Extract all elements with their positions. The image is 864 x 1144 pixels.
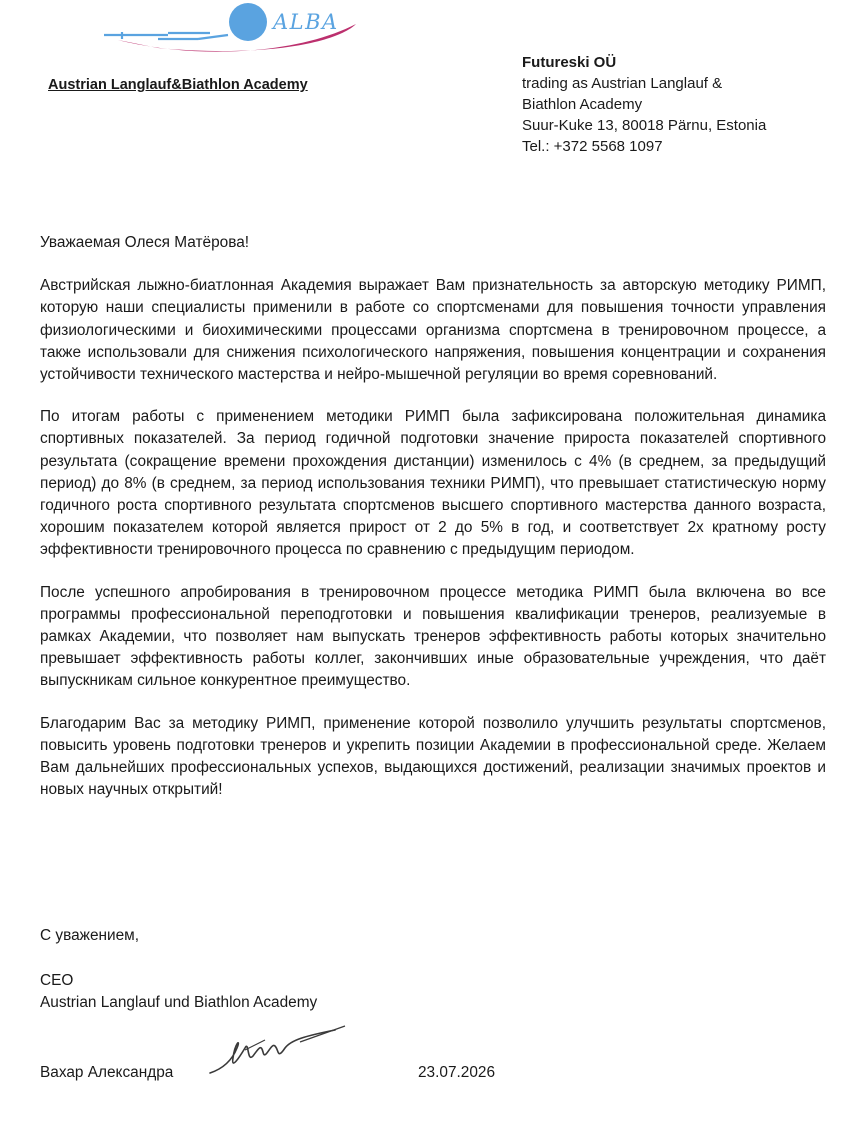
handwritten-signature	[205, 1018, 355, 1088]
paragraph-3: После успешного апробирования в тренировочном процессе методика РИМП была включена во все программы профессиональной переподготовки и повышения квалификации тренеров, реализуемые в рамках Академии, что позволяет нам выпускать тренеров эффективность работы которых значительно превышает эффективность работы коллег, закончивших иные образовательные учреждения, что даёт выпускникам сильное конкурентное преимущество.	[40, 583, 826, 690]
address-line-2: Biathlon Academy	[522, 96, 643, 113]
letter-body	[40, 232, 826, 821]
company-address	[522, 52, 766, 157]
logo-text: ALBA	[273, 10, 339, 34]
role-title: CEO	[40, 972, 74, 989]
academy-name: Austrian Langlauf&Biathlon Academy	[48, 77, 308, 93]
letter-date: 23.07.2026	[418, 1064, 496, 1081]
rifle-lines-icon	[104, 32, 228, 39]
phone-number: Tel.: +372 5568 1097	[522, 138, 663, 155]
address-line-1: trading as Austrian Langlauf &	[522, 75, 723, 92]
company-name: Futureski OÜ	[522, 54, 617, 71]
signer-name: Вахар Александра	[40, 1064, 174, 1081]
alba-logo	[98, 2, 368, 62]
organization-name: Austrian Langlauf und Biathlon Academy	[40, 994, 318, 1011]
paragraph-1: Австрийская лыжно-биатлонная Академия выражает Вам признательность за авторскую методику РИМП, которую наши специалисты применили в работе со спортсменами для повышения точности управления физиологическими и биохимическими процессами организма спортсмена в тренировочном процессе, а также использовали для снижения психологического напряжения, повышения концентрации и сохранения устойчивости технического мастерства и нейро-мышечной регуляции во время соревнований.	[40, 277, 826, 384]
paragraph-4: Благодарим Вас за методику РИМП, применение которой позволило улучшить результаты спортсменов, повысить уровень подготовки тренеров и укрепить позиции Академии в профессиональной среде. Желаем Вам дальнейших профессиональных успехов, выдающихся достижений, реализации значимых проектов и новых научных открытий!	[40, 714, 826, 799]
sun-circle-icon	[229, 3, 267, 41]
paragraph-2: По итогам работы с применением методики РИМП была зафиксирована положительная динамика спортивных показателей. За период годичной подготовки значение прироста показателей спортивного результата (сокращение времени прохождения дистанции) изменилось с 4% (в среднем, за предыдущий период) до 8% (в среднем, за период использования техники РИМП), что превышает статистическую норму годичного роста спортивного результата спортсменов высшего спортивного мастерства данного возраста, хорошим показателем которой является прирост от 2 до 5% в год, и соответствует 2х кратному росту эффективности тренировочного процесса по сравнению с предыдущим периодом.	[40, 408, 826, 559]
closing: С уважением,	[40, 927, 140, 944]
signature-block	[40, 970, 317, 1014]
address-line-3: Suur-Kuke 13, 80018 Pärnu, Estonia	[522, 117, 767, 134]
salutation: Уважаемая Олеся Матёрова!	[40, 234, 250, 251]
